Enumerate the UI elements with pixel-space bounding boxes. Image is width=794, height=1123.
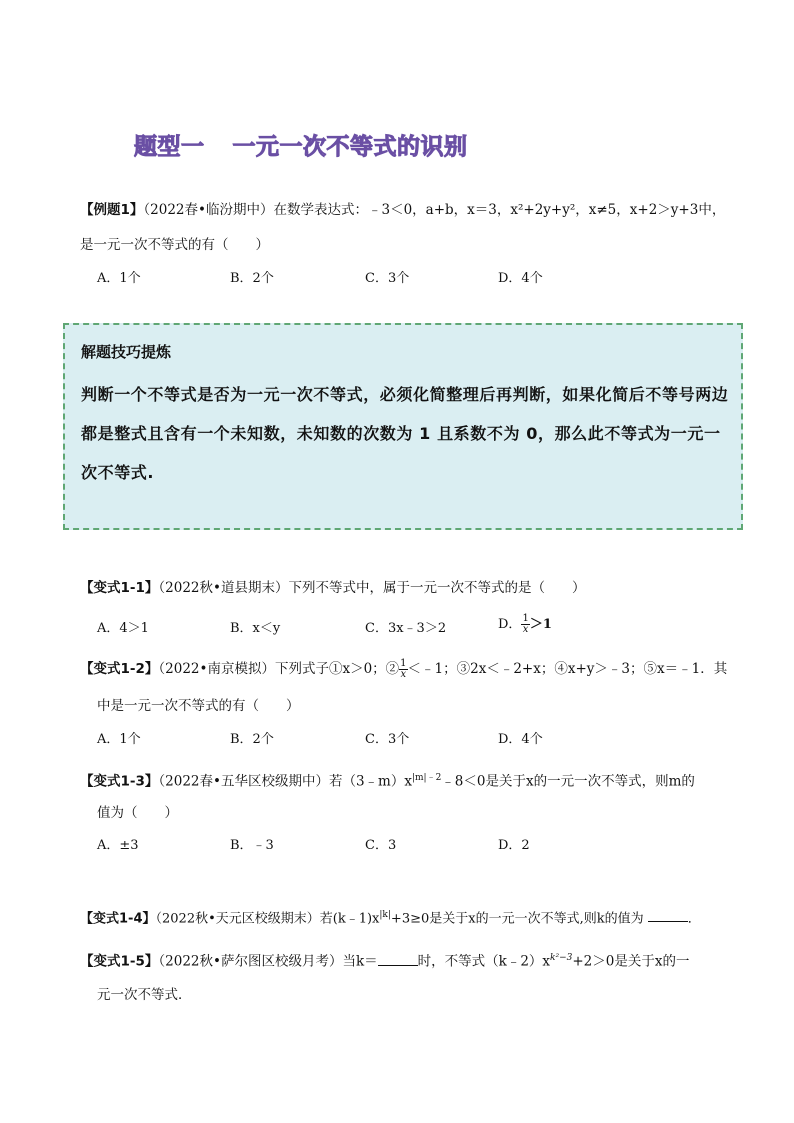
example-1-text: （2022春•临汾期中）在数学表达式：﹣3＜0，a+b，x＝3，x²+2y+y²，x≠5，x+2＞y+3中，: [143, 202, 726, 218]
example-1-option-b: B．2个: [230, 271, 274, 286]
variant-1-3-exponent: |m|﹣2: [411, 773, 442, 783]
variant-1-1-option-d: [498, 614, 552, 635]
tip-body: 判断一个不等式是否为一元一次不等式，必须化简整理后再判断，如果化简后不等号两边都是整式且含有一个未知数，未知数的次数为 1 且系数不为 0，那么此不等式为一元一次不等式.: [81, 385, 729, 482]
fraction-numerator: 1: [522, 613, 529, 624]
fraction-denominator: x: [400, 669, 407, 680]
tip-box: [63, 323, 743, 530]
example-1-option-c: C．3个: [365, 271, 410, 286]
section-title-part1: 题型一: [134, 134, 205, 160]
variant-1-2-option-d: D．4个: [498, 732, 543, 747]
variant-1-5-post: +2＞0是关于x的一: [572, 953, 690, 970]
variant-1-3-line1: [80, 768, 695, 792]
answer-blank[interactable]: [378, 953, 418, 966]
variant-1-2-line1: [80, 659, 727, 680]
variant-1-4-pre: （2022秋•天元区校级期末）若(k﹣1)x: [155, 911, 380, 927]
variant-1-1-option-d-tail: ＞1: [529, 617, 552, 632]
variant-1-3-post: ﹣8＜0是关于x的一元一次不等式，则m的: [441, 773, 695, 790]
tip-title: 解题技巧提炼: [81, 343, 172, 361]
variant-1-1-option-a: A．4＞1: [97, 621, 149, 636]
variant-1-4-label: 【变式1-4】: [80, 911, 156, 927]
variant-1-1-text: （2022秋•道县期末）下列不等式中，属于一元一次不等式的是（ ）: [158, 580, 586, 596]
variant-1-1-line: [80, 578, 585, 598]
variant-1-4-line: [80, 905, 701, 929]
variant-1-3-label: 【变式1-3】: [80, 773, 159, 790]
fraction-numerator: 1: [400, 658, 407, 669]
example-1-line1: [80, 200, 725, 220]
example-1-line2: 是一元一次不等式的有（ ）: [80, 237, 269, 253]
variant-1-5-label: 【变式1-5】: [80, 953, 159, 970]
example-1-option-d: D．4个: [498, 271, 543, 286]
variant-1-3-option-d: D．2: [498, 838, 530, 853]
variant-1-4-exponent: |k|: [379, 910, 391, 920]
answer-blank[interactable]: [648, 909, 688, 922]
variant-1-2-pre: （2022•南京模拟）下列式子①x＞0；②: [158, 661, 400, 677]
variant-1-3-line2: 值为（ ）: [97, 805, 178, 821]
variant-1-5-exponent: k²−3: [550, 953, 573, 963]
variant-1-3-option-b: B．﹣3: [230, 838, 274, 853]
variant-1-1-label: 【变式1-1】: [80, 580, 159, 596]
variant-1-3-option-c: C．3: [365, 838, 397, 853]
variant-1-2-label: 【变式1-2】: [80, 661, 159, 677]
variant-1-5-mid: 时，不等式（k﹣2）x: [417, 953, 551, 970]
variant-1-1-option-b: B．x＜y: [230, 621, 281, 636]
variant-1-2-line2: 中是一元一次不等式的有（ ）: [97, 698, 300, 714]
example-1-option-a: A．1个: [97, 271, 141, 286]
section-title: [134, 128, 468, 161]
variant-1-2-fraction: [399, 659, 407, 680]
variant-1-2-option-a: A．1个: [97, 732, 141, 747]
variant-1-1-option-d-label: D．: [498, 617, 522, 632]
section-title-part2: 一元一次不等式的识别: [232, 134, 468, 160]
variant-1-1-fraction: [521, 614, 529, 635]
variant-1-3-option-a: A．±3: [97, 838, 139, 853]
variant-1-3-pre: （2022春•五华区校级期中）若（3﹣m）x: [158, 773, 412, 790]
variant-1-5-line1: [80, 948, 689, 972]
variant-1-2-post: ＜﹣1；③2x＜﹣2+x；④x+y＞﹣3；⑤x＝﹣1．其: [407, 661, 728, 677]
fraction-denominator: x: [522, 624, 529, 635]
variant-1-2-option-c: C．3个: [365, 732, 410, 747]
variant-1-2-option-b: B．2个: [230, 732, 274, 747]
variant-1-5-pre: （2022秋•萨尔图区校级月考）当k＝: [158, 953, 378, 970]
variant-1-1-option-c: C．3x﹣3＞2: [365, 621, 447, 636]
variant-1-5-line2: 元一次不等式．: [97, 987, 192, 1003]
variant-1-4-post: +3≥0是关于x的一元一次不等式,则k的值为: [390, 911, 644, 927]
example-1-label: 【例题1】: [80, 202, 144, 218]
variant-1-4-end: ．: [687, 911, 701, 927]
